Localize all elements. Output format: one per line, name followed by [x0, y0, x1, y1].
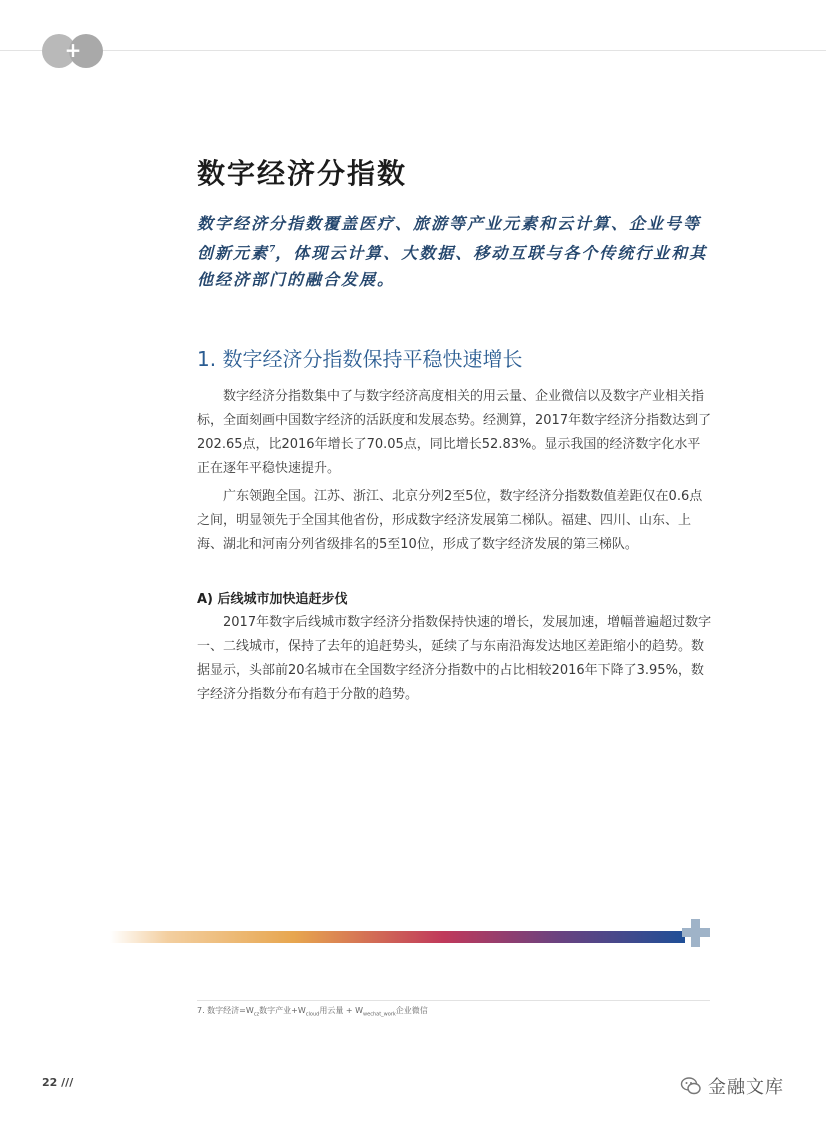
page-number-value: 22 [42, 1076, 58, 1089]
page-number [42, 1076, 73, 1089]
section-title: 数字经济分指数 [197, 157, 408, 190]
footnote-part-4: 企业微信 [395, 1006, 428, 1015]
decorative-gradient-bar [110, 931, 685, 943]
intro-text-a: 数字经济分指数覆盖医疗、旅游等产业元素和云计算、企业号等创新元素 [197, 214, 702, 263]
brand-logo [42, 34, 104, 68]
wechat-icon [680, 1075, 702, 1097]
footnote [197, 1005, 428, 1018]
header-rule [0, 50, 826, 51]
paragraph-3: 2017年数字后线城市数字经济分指数保持快速的增长，发展加速，增幅普遍超过数字一、二线城市，保持了去年的追赶势头，延续了与东南沿海发达地区差距缩小的趋势。数据显示，头部前20名城市在全国数字经济分指数中的占比相较2016年下降了3.95%，数字经济分指数分布有趋于分散的趋势。 [197, 615, 712, 702]
footnote-part-2: 数字产业+W [259, 1006, 306, 1015]
footnote-ref: 7 [269, 245, 276, 255]
decorative-plus-icon [682, 919, 710, 947]
plus-icon: + [64, 38, 82, 62]
footnote-sub-1: cz [253, 1011, 260, 1018]
paragraph-1: 数字经济分指数集中了与数字经济高度相关的用云量、企业微信以及数字产业相关指标，全面刻画中国数字经济的活跃度和发展态势。经测算，2017年数字经济分指数达到了202.65点，比2016年增长了70.05点，同比增长52.83%。显示我国的经济数字化水平正在逐年平稳快速提升。 [197, 389, 712, 476]
footnote-rule [197, 1000, 710, 1001]
footnote-sub-2: cloud [305, 1011, 320, 1018]
watermark-text: 金融文库 [708, 1077, 784, 1098]
footnote-part-1: 7. 数字经济=W [197, 1006, 254, 1015]
footnote-sub-3: wechat_work [363, 1011, 396, 1018]
subsection-heading: 1. 数字经济分指数保持平稳快速增长 [197, 347, 523, 371]
plus-bar-vertical [691, 919, 700, 947]
intro-text-b: ，体现云计算、大数据、移动互联与各个传统行业和其他经济部门的融合发展。 [197, 243, 708, 290]
footnote-part-3: 用云量 + W [319, 1006, 364, 1015]
section-intro [197, 210, 717, 293]
sub-subsection-heading: A) 后线城市加快追赶步伐 [197, 592, 348, 607]
paragraph-2: 广东领跑全国。江苏、浙江、北京分列2至5位，数字经济分指数数值差距仅在0.6点之间，明显领先于全国其他省份，形成数字经济发展第二梯队。福建、四川、山东、上海、湖北和河南分列省级排名的5至10位，形成了数字经济发展的第三梯队。 [197, 489, 703, 552]
watermark [680, 1073, 784, 1099]
page-marks: /// [61, 1076, 74, 1089]
